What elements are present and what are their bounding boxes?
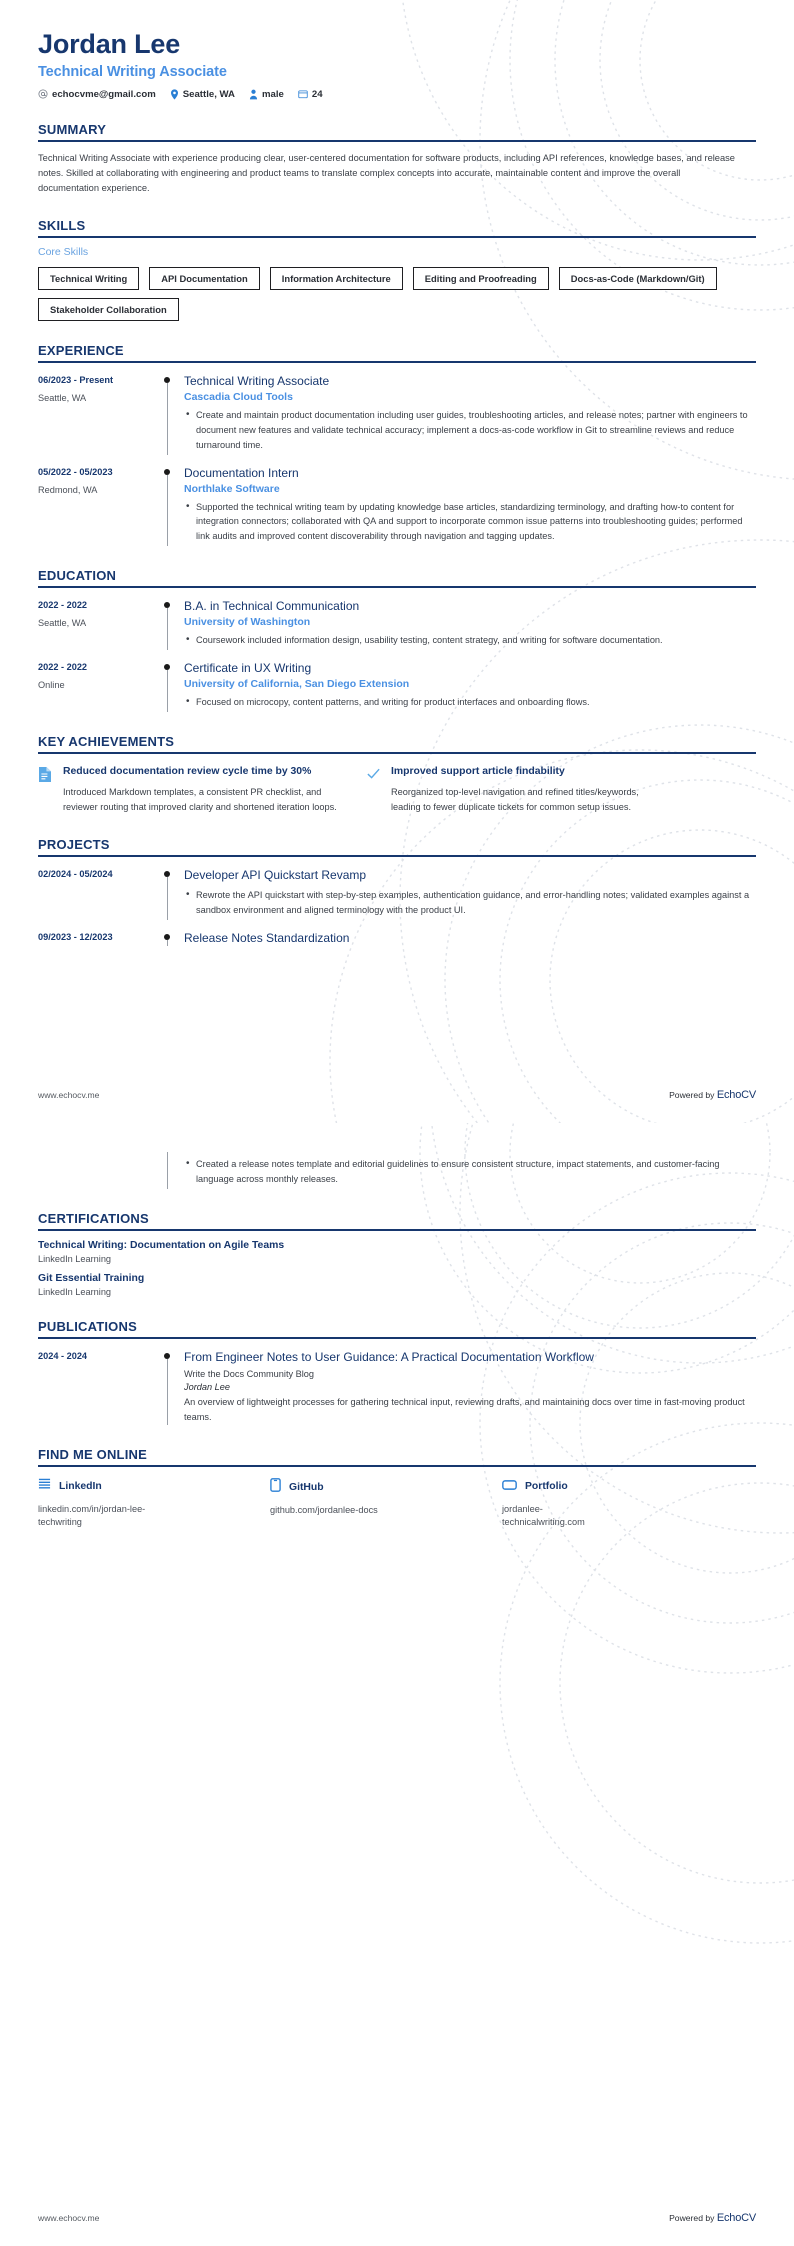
bullet-item: • Create and maintain product documentation including user guides, troubleshooting articles, and release notes; partner with engineers to document new features and validate technical accuracy; implement a docs-as-code workflow in Git to streamline reviews and reduce turnaround time.: [184, 408, 756, 453]
certification-issuer: LinkedIn Learning: [38, 1286, 112, 1297]
timeline-line: [167, 475, 168, 547]
document-icon: [38, 765, 54, 815]
contact-email[interactable]: [38, 89, 156, 100]
achievements-grid: [38, 765, 756, 815]
experience-meta: [38, 374, 160, 455]
contact-age-value: 24: [311, 88, 323, 100]
timeline-rail: [160, 868, 182, 920]
portfolio-icon: [502, 1478, 517, 1496]
online-link-url: linkedin.com/in/jordan-lee-techwriting: [38, 1503, 146, 1528]
online-link-head: [38, 1478, 270, 1496]
education-entry: [38, 599, 756, 650]
online-link-label: GitHub: [289, 1481, 324, 1493]
achievement-item: [366, 765, 666, 815]
experience-date: 06/2023 - Present: [38, 374, 114, 385]
publications-divider: [38, 1337, 756, 1339]
project-title: Developer API Quickstart Revamp: [184, 867, 367, 882]
certification-item: [38, 1240, 756, 1264]
experience-role: Documentation Intern: [184, 465, 299, 480]
publication-entry: [38, 1350, 756, 1425]
experience-entry: [38, 374, 756, 455]
online-divider: [38, 1465, 756, 1467]
skills-badge-list: [38, 267, 756, 321]
timeline-line: [167, 1359, 168, 1425]
online-link-label: LinkedIn: [59, 1481, 102, 1493]
github-icon: [270, 1478, 281, 1497]
education-degree: B.A. in Technical Communication: [184, 599, 360, 614]
online-link-github[interactable]: [270, 1478, 502, 1531]
project-bullets: [184, 1157, 756, 1187]
project-date: 09/2023 - 12/2023: [38, 931, 113, 942]
certification-name: Git Essential Training: [38, 1272, 145, 1284]
skill-badge: Stakeholder Collaboration: [38, 298, 179, 321]
contact-gender-value: male: [261, 88, 284, 100]
project-detail: [182, 868, 756, 920]
certification-item: [38, 1273, 756, 1297]
timeline-rail: [160, 599, 182, 650]
project-entry: [38, 868, 756, 920]
project-title: Release Notes Standardization: [184, 930, 350, 945]
skills-heading: SKILLS: [38, 217, 86, 233]
section-experience: [38, 343, 756, 546]
online-link-head: [502, 1478, 734, 1496]
footer-powered-prefix: Powered by: [669, 1090, 715, 1100]
education-heading: EDUCATION: [38, 568, 117, 584]
project-date: 02/2024 - 05/2024: [38, 868, 113, 879]
experience-detail: [182, 466, 756, 547]
education-divider: [38, 586, 756, 588]
projects-divider: [38, 855, 756, 857]
education-detail: [182, 661, 756, 712]
footer-powered-by: [669, 2212, 756, 2224]
education-bullets: [184, 633, 756, 648]
online-link-head: [270, 1478, 502, 1497]
experience-date: 05/2022 - 05/2023: [38, 466, 113, 477]
publication-author: Jordan Lee: [184, 1381, 230, 1392]
publications-heading: PUBLICATIONS: [38, 1318, 137, 1334]
education-bullets: [184, 695, 756, 710]
education-date: 2022 - 2022: [38, 662, 88, 673]
online-link-url: github.com/jordanlee-docs: [270, 1504, 378, 1515]
education-detail: [182, 599, 756, 650]
education-location: Online: [38, 680, 65, 691]
contact-gender[interactable]: [249, 89, 284, 100]
project-detail: [182, 1152, 756, 1189]
timeline-line: [167, 1152, 168, 1189]
section-summary: [38, 122, 756, 196]
footer-powered-prefix: Powered by: [669, 2213, 715, 2223]
achievement-title: Improved support article findability: [391, 766, 565, 778]
timeline-rail: [160, 466, 182, 547]
project-meta: [38, 931, 160, 946]
achievement-description: Reorganized top-level navigation and refined titles/keywords, leading to fewer duplicate tickets for common setup issues.: [391, 787, 639, 813]
footer-brand-name: EchoCV: [716, 2212, 756, 2224]
skill-badge: Docs-as-Code (Markdown/Git): [559, 267, 717, 290]
achievement-title: Reduced documentation review cycle time by 30%: [63, 766, 312, 778]
contact-location-value: Seattle, WA: [182, 88, 235, 100]
experience-detail: [182, 374, 756, 455]
project-detail: [182, 931, 756, 946]
project-meta: [38, 1152, 160, 1189]
timeline-rail: [160, 661, 182, 712]
footer-site-url: www.echocv.me: [38, 2213, 100, 2223]
section-find-me-online: [38, 1447, 756, 1531]
achievement-description: Introduced Markdown templates, a consistent PR checklist, and reviewer routing that improved clarity and shortened iteration loops.: [63, 787, 337, 813]
certification-name: Technical Writing: Documentation on Agile Teams: [38, 1239, 285, 1251]
timeline-rail: [160, 931, 182, 946]
publication-date: 2024 - 2024: [38, 1350, 88, 1361]
section-skills: [38, 218, 756, 321]
project-entry-continued: [38, 1152, 756, 1189]
bullet-item: • Coursework included information design, usability testing, content strategy, and writing for software documentation.: [184, 633, 756, 648]
bullet-item: • Created a release notes template and editorial guidelines to ensure consistent structure, impact statements, and customer-facing language across monthly releases.: [184, 1157, 756, 1187]
candidate-name: Jordan Lee: [38, 29, 181, 59]
location-pin-icon: [170, 89, 179, 100]
education-entry: [38, 661, 756, 712]
publication-description: An overview of lightweight processes for gathering technical input, reviewing drafts, and maintaining docs over time in fast-moving product teams.: [184, 1396, 745, 1422]
education-location: Seattle, WA: [38, 618, 87, 629]
experience-entry: [38, 466, 756, 547]
resume-header: [38, 0, 756, 100]
achievement-item: [38, 765, 338, 815]
experience-location: Redmond, WA: [38, 484, 98, 495]
timeline-rail: [160, 1350, 182, 1425]
timeline-line: [167, 383, 168, 455]
online-links-grid: [38, 1478, 756, 1531]
education-school: University of Washington: [184, 616, 311, 629]
experience-bullets: [184, 500, 756, 545]
timeline-rail: [160, 1152, 182, 1189]
footer-brand-name: EchoCV: [716, 1089, 756, 1101]
publication-title: From Engineer Notes to User Guidance: A Practical Documentation Workflow: [184, 1349, 594, 1364]
experience-company: Cascadia Cloud Tools: [184, 390, 293, 403]
skill-badge: Technical Writing: [38, 267, 139, 290]
linkedin-icon: [38, 1478, 51, 1496]
checkmark-icon: [366, 765, 382, 815]
calendar-icon: [298, 89, 308, 99]
achievements-divider: [38, 752, 756, 754]
bullet-item: • Rewrote the API quickstart with step-by-step examples, authentication guidance, and error-handling notes; validated examples against a sandbox environment and aligned terminology with the product UI.: [184, 888, 756, 918]
experience-meta: [38, 466, 160, 547]
experience-bullets: [184, 408, 756, 453]
education-meta: [38, 661, 160, 712]
online-link-url: jordanlee-technicalwriting.com: [502, 1503, 585, 1528]
experience-heading: EXPERIENCE: [38, 342, 124, 358]
experience-role: Technical Writing Associate: [184, 373, 330, 388]
skills-group-label: Core Skills: [38, 245, 89, 258]
section-certifications: [38, 1211, 756, 1297]
skill-badge: Information Architecture: [270, 267, 403, 290]
contact-location[interactable]: [170, 89, 235, 100]
summary-heading: SUMMARY: [38, 121, 107, 137]
projects-heading: PROJECTS: [38, 836, 110, 852]
online-link-portfolio[interactable]: [502, 1478, 734, 1531]
page-footer: [38, 2212, 756, 2224]
education-date: 2022 - 2022: [38, 600, 88, 611]
summary-divider: [38, 140, 756, 142]
section-publications: [38, 1319, 756, 1425]
education-degree: Certificate in UX Writing: [184, 661, 312, 676]
skill-badge: API Documentation: [149, 267, 259, 290]
experience-divider: [38, 361, 756, 363]
page-footer: [38, 1089, 756, 1101]
resume-page-2: [0, 1123, 794, 2246]
certifications-heading: CERTIFICATIONS: [38, 1210, 149, 1226]
publication-meta: [38, 1350, 160, 1425]
skills-divider: [38, 236, 756, 238]
certifications-divider: [38, 1229, 756, 1231]
online-link-linkedin[interactable]: [38, 1478, 270, 1531]
bullet-item: • Supported the technical writing team by updating knowledge base articles, standardizing terminology, and drafting how-to content for integration connectors; collaborated with QA and support to incorporate common issue patterns into troubleshooting guides; performed link audits and improved content discoverability through navigation and tagging updates.: [184, 500, 756, 545]
online-link-label: Portfolio: [525, 1481, 568, 1493]
candidate-job-title: Technical Writing Associate: [38, 63, 227, 80]
publication-venue: Write the Docs Community Blog: [184, 1368, 315, 1379]
experience-company: Northlake Software: [184, 482, 280, 495]
skill-badge: Editing and Proofreading: [413, 267, 549, 290]
contact-list: [38, 89, 756, 100]
bullet-item: • Focused on microcopy, content patterns, and writing for product interfaces and onboarding flows.: [184, 695, 756, 710]
contact-age[interactable]: [298, 89, 323, 100]
education-school: University of California, San Diego Extension: [184, 678, 410, 691]
footer-site-url: www.echocv.me: [38, 1090, 100, 1100]
timeline-rail: [160, 374, 182, 455]
experience-location: Seattle, WA: [38, 392, 87, 403]
project-entry: [38, 931, 756, 946]
publication-detail: [182, 1350, 756, 1425]
email-icon: [38, 89, 48, 99]
online-heading: FIND ME ONLINE: [38, 1446, 147, 1462]
section-key-achievements: [38, 734, 756, 815]
footer-powered-by: [669, 1089, 756, 1101]
timeline-line: [167, 877, 168, 920]
timeline-line: [167, 940, 168, 946]
achievements-heading: KEY ACHIEVEMENTS: [38, 734, 175, 750]
summary-text: Technical Writing Associate with experience producing clear, user-centered documentation for software products, including API references, knowledge bases, and release notes. Skilled at collaborating with engineering and product teams to translate complex concepts into accurate, maintainable content and improve the overall documentation experience.: [38, 152, 735, 193]
project-meta: [38, 868, 160, 920]
person-icon: [249, 89, 258, 100]
timeline-line: [167, 608, 168, 650]
project-bullets: [184, 888, 756, 918]
education-meta: [38, 599, 160, 650]
timeline-line: [167, 670, 168, 712]
certification-issuer: LinkedIn Learning: [38, 1253, 112, 1264]
contact-email-value: echocvme@gmail.com: [52, 88, 156, 100]
section-education: [38, 568, 756, 712]
section-projects: [38, 837, 756, 946]
